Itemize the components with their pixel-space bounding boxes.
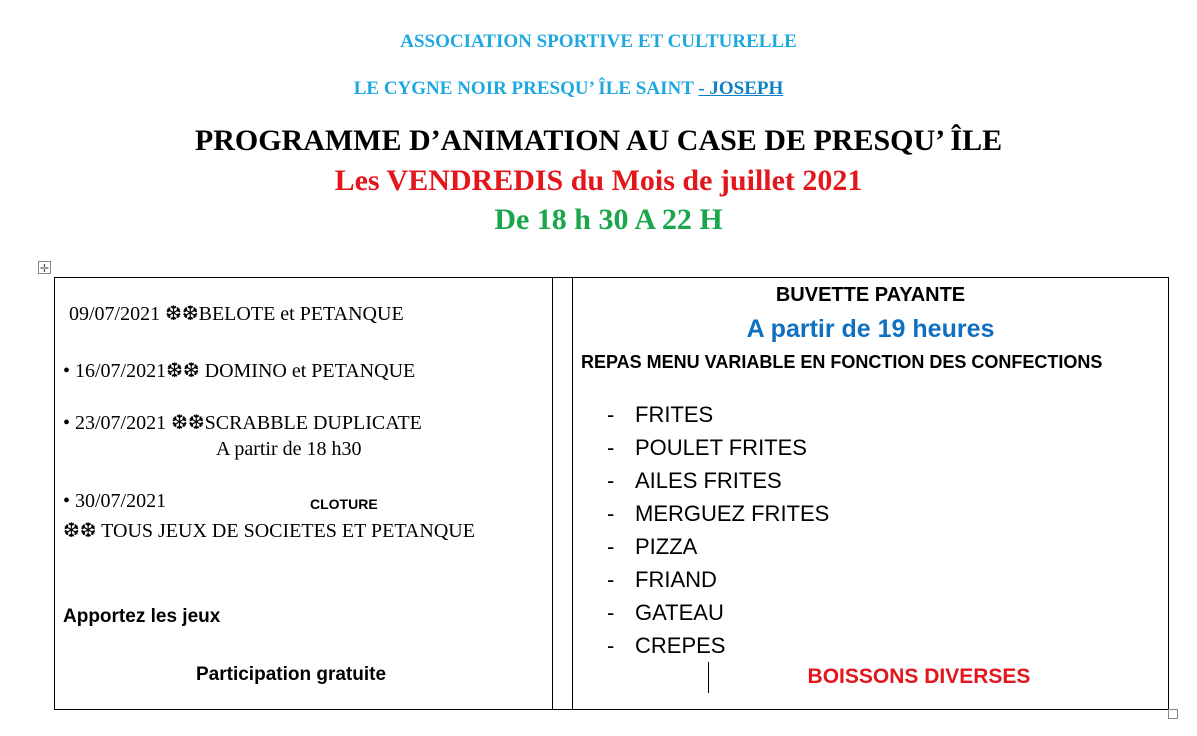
buvette-time: A partir de 19 heures <box>746 315 995 343</box>
event-closing-date: • 30/07/2021 <box>63 490 167 512</box>
association-title: ASSOCIATION SPORTIVE ET CULTURELLE <box>400 31 797 52</box>
list-item <box>607 565 829 598</box>
programme-heading: PROGRAMME D’ANIMATION AU CASE DE PRESQU’ ÎLE <box>194 124 1003 157</box>
table-move-handle-icon[interactable]: ✛ <box>39 262 50 275</box>
location-main: LE CYGNE NOIR PRESQU’ ÎLE SAINT <box>353 78 699 99</box>
event-scrabble-time: A partir de 18 h30 <box>216 438 362 460</box>
list-dash: - <box>607 468 615 493</box>
middle-cell <box>552 277 573 710</box>
list-item <box>607 466 829 499</box>
list-dash: - <box>607 600 615 625</box>
table-resize-handle[interactable] <box>1168 709 1178 719</box>
free-participation-note: Participation gratuite <box>196 664 387 685</box>
repas-heading: REPAS MENU VARIABLE EN FONCTION DES CONFECTIONS <box>581 352 1103 372</box>
menu-list <box>607 400 829 664</box>
list-dash: - <box>607 567 615 592</box>
list-item <box>607 598 829 631</box>
event-domino: • 16/07/2021❆❆ DOMINO et PETANQUE <box>63 360 416 382</box>
menu-item-label: GATEAU <box>635 600 724 625</box>
menu-item-label: FRITES <box>635 402 714 427</box>
location-line <box>0 78 1167 100</box>
list-dash: - <box>607 534 615 559</box>
event-scrabble: • 23/07/2021 ❆❆SCRABBLE DUPLICATE <box>63 412 422 434</box>
bring-games-note: Apportez les jeux <box>63 606 221 627</box>
menu-item-label: FRIAND <box>635 567 717 592</box>
closing-tag: CLOTURE <box>310 496 378 512</box>
dates-heading: Les VENDREDIS du Mois de juillet 2021 <box>334 164 863 197</box>
list-item <box>607 400 829 433</box>
drinks-heading: BOISSONS DIVERSES <box>807 665 1031 688</box>
menu-item-label: CREPES <box>635 633 726 658</box>
list-dash: - <box>607 633 615 658</box>
list-item <box>607 631 829 664</box>
list-dash: - <box>607 402 615 427</box>
location-underlined: - JOSEPH <box>698 78 784 99</box>
event-belote: 09/07/2021 ❆❆BELOTE et PETANQUE <box>69 303 404 325</box>
list-dash: - <box>607 435 615 460</box>
menu-item-label: MERGUEZ FRITES <box>635 501 830 526</box>
list-dash: - <box>607 501 615 526</box>
menu-item-label: PIZZA <box>635 534 698 559</box>
buvette-heading: BUVETTE PAYANTE <box>775 284 966 306</box>
event-closing-desc: ❆❆ TOUS JEUX DE SOCIETES ET PETANQUE <box>63 520 475 542</box>
menu-item-label: POULET FRITES <box>635 435 807 460</box>
menu-item-label: AILES FRITES <box>635 468 782 493</box>
list-item <box>607 532 829 565</box>
hours-heading: De 18 h 30 A 22 H <box>494 203 723 236</box>
list-item <box>607 433 829 466</box>
list-item <box>607 499 829 532</box>
